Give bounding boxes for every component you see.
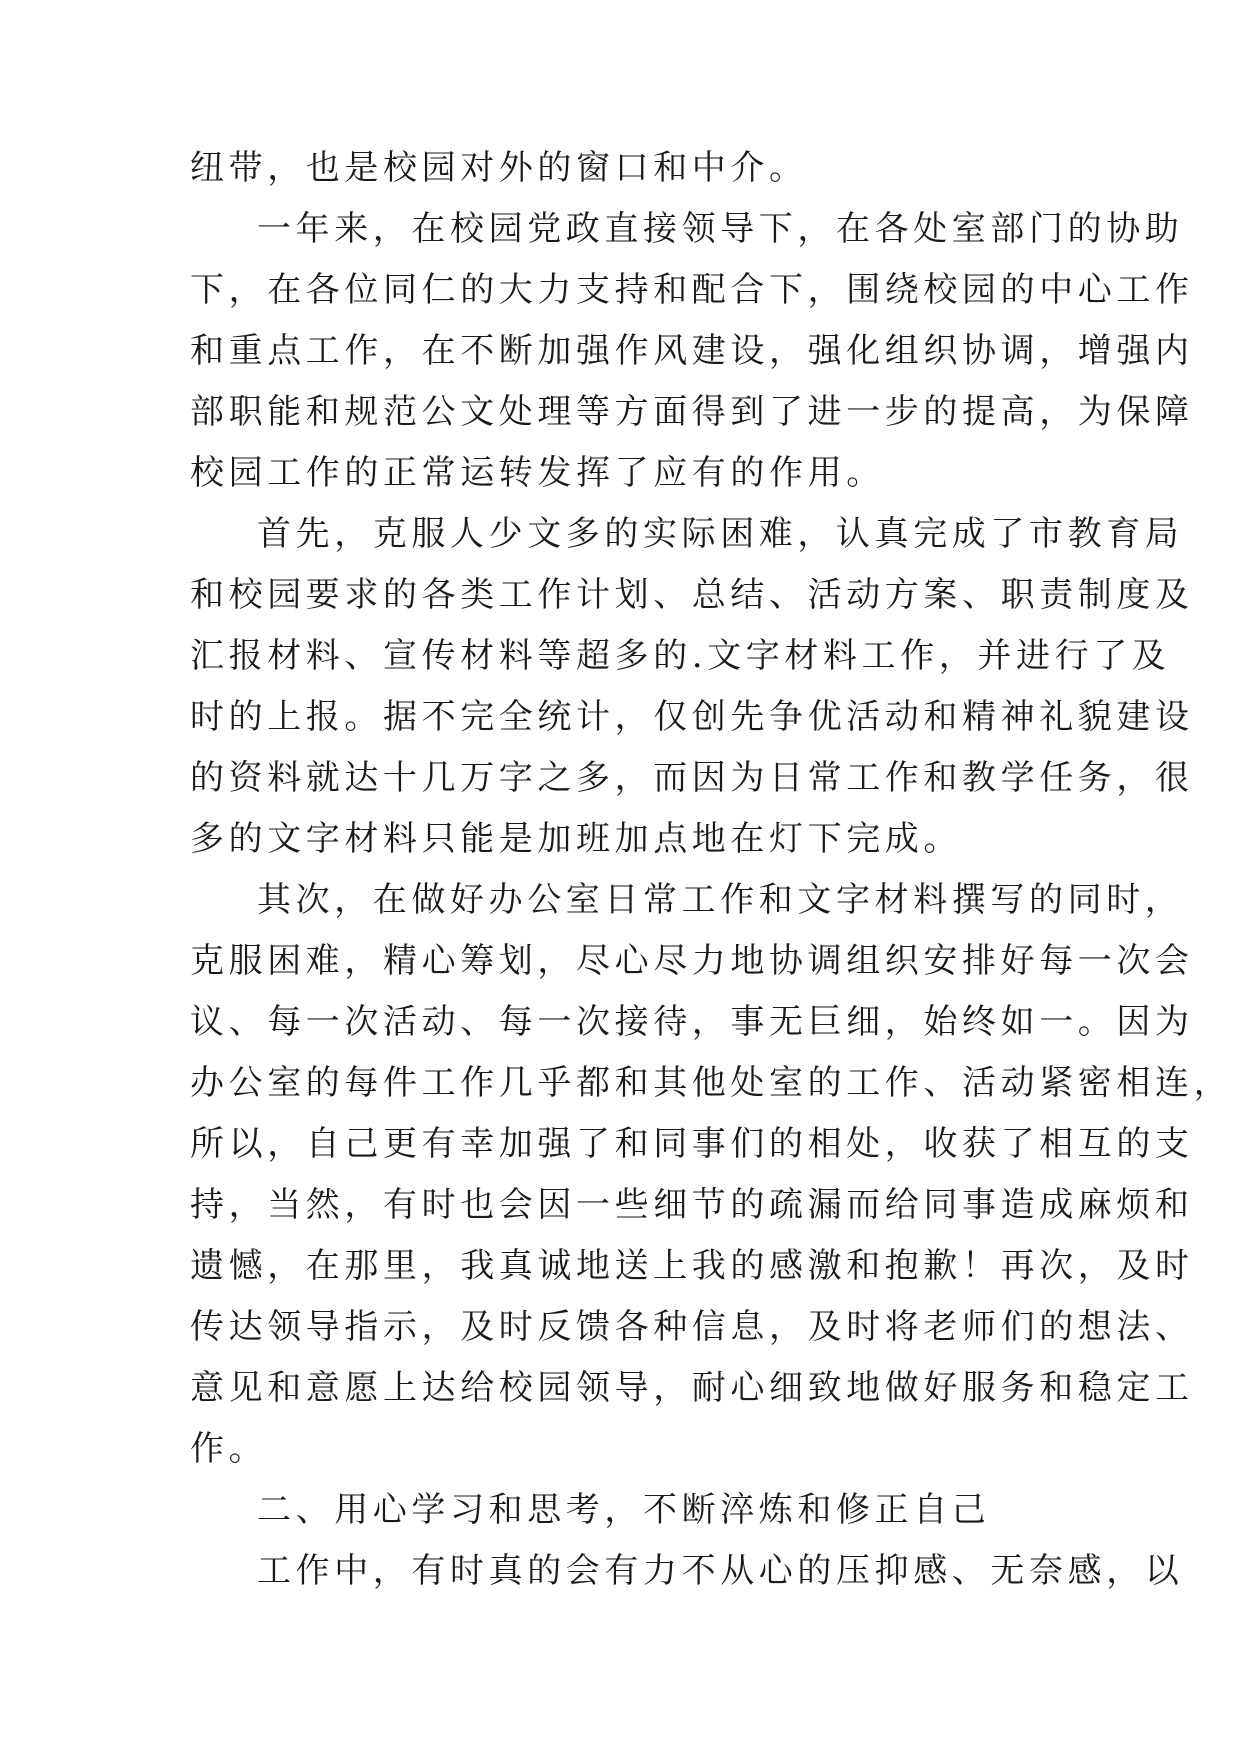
text-line-20: 传达领导指示，及时反馈各种信息，及时将老师们的想法、 (190, 1307, 1194, 1347)
text-line-4: 和重点工作，在不断加强作风建设，强化组织协调，增强内 (190, 331, 1194, 371)
text-line-21: 意见和意愿上达给校园领导，耐心细致地做好服务和稳定工 (190, 1368, 1194, 1408)
text-line-24: 工作中，有时真的会有力不从心的压抑感、无奈感，以 (257, 1551, 1184, 1591)
text-line-19: 遗憾，在那里，我真诚地送上我的感激和抱歉！再次，及时 (190, 1246, 1194, 1286)
text-line-5: 部职能和规范公文处理等方面得到了进一步的提高，为保障 (190, 392, 1194, 432)
text-line-15: 议、每一次活动、每一次接待，事无巨细，始终如一。因为 (190, 1002, 1194, 1042)
text-line-1: 纽带，也是校园对外的窗口和中介。 (190, 148, 808, 188)
text-line-6: 校园工作的正常运转发挥了应有的作用。 (190, 453, 885, 493)
text-line-7: 首先，克服人少文多的实际困难，认真完成了市教育局 (257, 514, 1184, 554)
text-line-3: 下，在各位同仁的大力支持和配合下，围绕校园的中心工作 (190, 270, 1194, 310)
text-line-16: 办公室的每件工作几乎都和其他处室的工作、活动紧密相连， (190, 1063, 1233, 1103)
text-line-10: 时的上报。据不完全统计，仅创先争优活动和精神礼貌建设 (190, 697, 1194, 737)
text-line-9: 汇报材料、宣传材料等超多的.文字材料工作，并进行了及 (190, 636, 1171, 676)
text-line-8: 和校园要求的各类工作计划、总结、活动方案、职责制度及 (190, 575, 1194, 615)
text-line-22: 作。 (190, 1429, 268, 1469)
text-line-14: 克服困难，精心筹划，尽心尽力地协调组织安排好每一次会 (190, 941, 1194, 981)
text-line-11: 的资料就达十几万字之多，而因为日常工作和教学任务，很 (190, 758, 1194, 798)
text-line-13: 其次，在做好办公室日常工作和文字材料撰写的同时， (257, 880, 1184, 920)
text-line-17: 所以，自己更有幸加强了和同事们的相处，收获了相互的支 (190, 1124, 1194, 1164)
text-line-12: 多的文字材料只能是加班加点地在灯下完成。 (190, 819, 962, 859)
text-line-18: 持，当然，有时也会因一些细节的疏漏而给同事造成麻烦和 (190, 1185, 1194, 1225)
section-heading: 二、用心学习和思考，不断淬炼和修正自己 (257, 1490, 991, 1530)
text-line-2: 一年来，在校园党政直接领导下，在各处室部门的协助 (257, 209, 1184, 249)
